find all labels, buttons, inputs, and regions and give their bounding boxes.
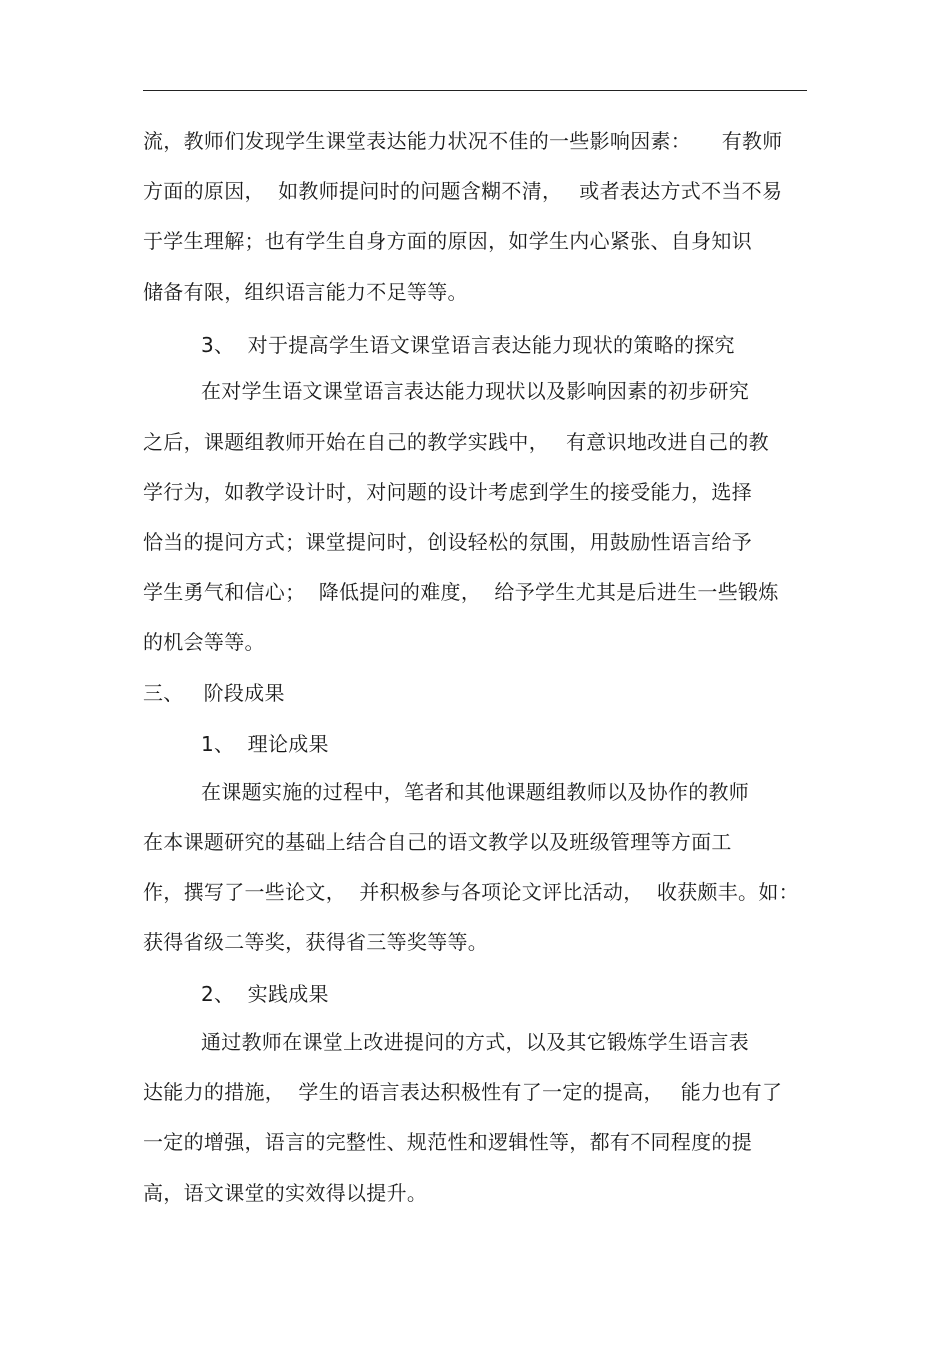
text-line: 作，撰写了一些论文， 并积极参与各项论文评比活动， 收获颇丰。如： xyxy=(143,880,799,904)
text-line: 于学生理解；也有学生自身方面的原因，如学生内心紧张、自身知识 xyxy=(143,229,752,253)
section-heading: 3、 对于提高学生语文课堂语言表达能力现状的策略的探究 xyxy=(201,333,735,357)
text-line: 之后，课题组教师开始在自己的教学实践中， 有意识地改进自己的教 xyxy=(143,430,769,454)
text-line: 方面的原因， 如教师提问时的问题含糊不清， 或者表达方式不当不易 xyxy=(143,179,783,203)
text-line: 储备有限，组织语言能力不足等等。 xyxy=(143,280,468,304)
text-line: 的机会等等。 xyxy=(143,630,265,654)
text-line: 学行为，如教学设计时，对问题的设计考虑到学生的接受能力，选择 xyxy=(143,480,752,504)
subsection-heading: 2、 实践成果 xyxy=(201,982,329,1006)
subsection-heading: 1、 理论成果 xyxy=(201,732,329,756)
text-line: 获得省级二等奖，获得省三等奖等等。 xyxy=(143,930,489,954)
text-line: 在课题实施的过程中，笔者和其他课题组教师以及协作的教师 xyxy=(201,780,750,804)
section-heading: 三、 阶段成果 xyxy=(143,681,285,705)
text-line: 流，教师们发现学生课堂表达能力状况不佳的一些影响因素： 有教师 xyxy=(143,129,783,153)
text-line: 在对学生语文课堂语言表达能力现状以及影响因素的初步研究 xyxy=(201,379,750,403)
text-line: 在本课题研究的基础上结合自己的语文教学以及班级管理等方面工 xyxy=(143,830,732,854)
text-line: 达能力的措施， 学生的语言表达积极性有了一定的提高， 能力也有了 xyxy=(143,1080,783,1104)
text-line: 恰当的提问方式；课堂提问时，创设轻松的氛围，用鼓励性语言给予 xyxy=(143,530,752,554)
text-line: 高，语文课堂的实效得以提升。 xyxy=(143,1181,428,1205)
text-line: 学生勇气和信心； 降低提问的难度， 给予学生尤其是后进生一些锻炼 xyxy=(143,580,779,604)
text-line: 通过教师在课堂上改进提问的方式，以及其它锻炼学生语言表 xyxy=(201,1030,750,1054)
header-rule xyxy=(143,90,807,91)
text-line: 一定的增强，语言的完整性、规范性和逻辑性等，都有不同程度的提 xyxy=(143,1130,752,1154)
